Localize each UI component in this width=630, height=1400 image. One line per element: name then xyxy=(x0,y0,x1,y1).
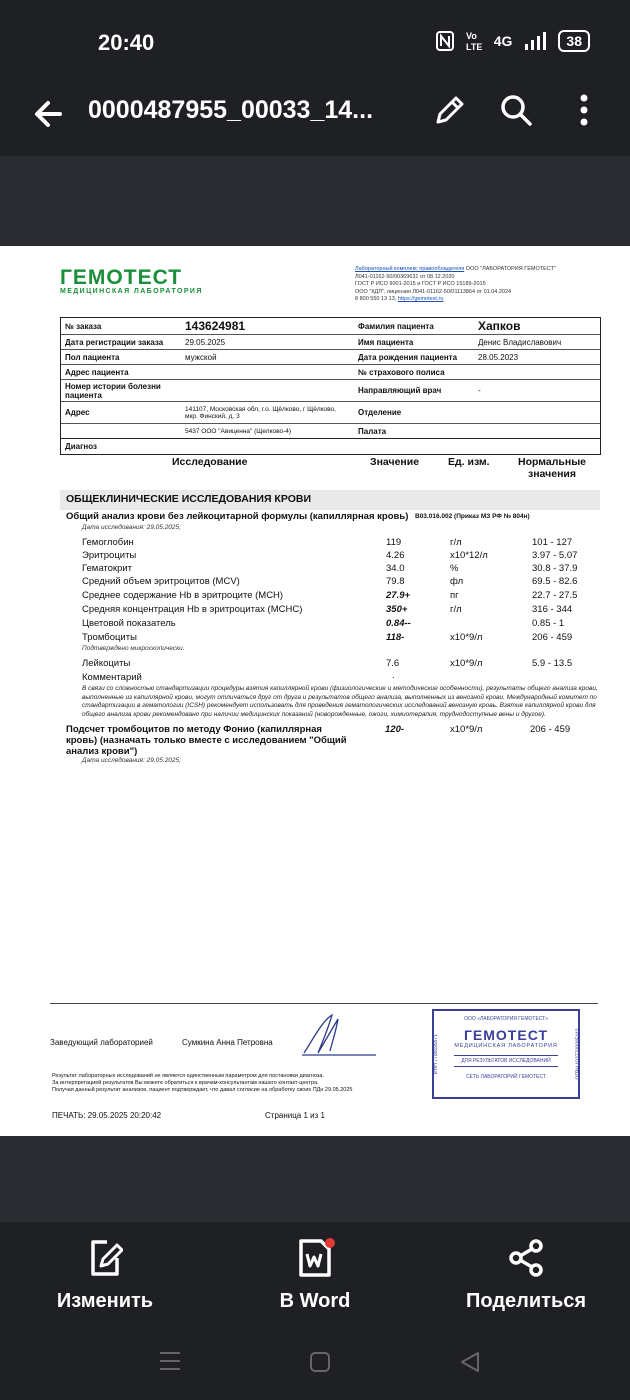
test2-title-1: Подсчет тромбоцитов по методу Фонио (капиллярная xyxy=(66,724,322,735)
result-norm: 206 - 459 xyxy=(532,632,573,643)
result-unit: пг xyxy=(450,590,459,601)
result-norm: 30.8 - 37.9 xyxy=(532,563,578,574)
footer-1: Результат лабораторных исследований не является единственным параметром для постановки диагноза. xyxy=(52,1073,324,1079)
result-value: 34.0 xyxy=(386,563,405,574)
more-vert-icon[interactable] xyxy=(566,92,602,128)
signature xyxy=(298,1011,378,1057)
test2-title-3: анализ крови") xyxy=(66,746,138,757)
result-norm: 69.5 - 82.6 xyxy=(532,576,578,587)
status-bar xyxy=(0,0,630,80)
battery-icon: 38 xyxy=(558,30,590,52)
edit-button[interactable]: Изменить xyxy=(55,1238,155,1313)
confirm-note: Подтверждено микроскопически. xyxy=(82,645,185,652)
result-norm: 101 - 127 xyxy=(532,537,573,548)
col-unit: Ед. изм. xyxy=(448,456,490,468)
signal-icon xyxy=(524,31,546,51)
result-value: 0.84-- xyxy=(386,618,411,629)
viewer-margin-bottom xyxy=(0,1136,630,1222)
head-label: Заведующий лабораторией xyxy=(50,1038,153,1047)
result-norm: 22.7 - 27.5 xyxy=(532,590,578,601)
app-bar xyxy=(0,80,630,156)
result-value: 79.8 xyxy=(386,576,405,587)
col-value: Значение xyxy=(370,456,420,468)
network-type: 4G xyxy=(493,33,513,49)
leuko-value: 7.6 xyxy=(386,658,400,669)
system-nav-bar xyxy=(0,1332,630,1400)
test2-value: 120- xyxy=(385,724,405,735)
result-value: 119 xyxy=(386,537,402,548)
result-value: 27.9+ xyxy=(386,590,411,601)
divider xyxy=(50,1003,598,1004)
test2-norm: 206 - 459 xyxy=(530,724,571,735)
share-button[interactable]: Поделиться xyxy=(466,1238,586,1313)
comment-note: В связи со сложностью стандартизации процедуры взятия капиллярной крови (физиологические и методические особенности), результаты общего анализа крови, выполненные из капиллярной крови, могут отличаться друг от друга и результатов общего анализа, выполненных из венозной крови. Международный комитет по стандартизации в гематологии (ICSH) рекомендует использовать для проведения гематологических исследований венозную кровь. Взятие капиллярной крови для общего анализа крови рекомендовано при наличии медицинских показаний (новорожденные, ожоги, химиотерапия, труднодоступные вены и другое). xyxy=(82,685,598,718)
result-norm: 3.97 - 5.07 xyxy=(532,550,578,561)
section-title: ОБЩЕКЛИНИЧЕСКИЕ ИССЛЕДОВАНИЯ КРОВИ xyxy=(60,490,600,510)
search-icon[interactable] xyxy=(498,92,534,128)
document-title: 0000487955_00033_14... xyxy=(88,96,374,124)
leuko-unit: х10*9/л xyxy=(450,658,483,669)
col-norm: Нормальные значения xyxy=(517,456,586,480)
viewer-margin-top xyxy=(0,156,630,246)
footer-3: Получая данный результат анализов, пациент подтверждает, что давал согласие на обработку своих ПДн 29.05.2025 xyxy=(52,1087,353,1093)
menu-icon[interactable] xyxy=(158,1350,182,1372)
to-word-button[interactable]: В Word xyxy=(265,1238,365,1313)
result-unit: % xyxy=(450,563,459,574)
result-name: Среднее содержание Hb в эритроците (MCH) xyxy=(82,590,284,601)
result-name: Эритроциты xyxy=(82,550,137,561)
website-link[interactable]: https://gemotest.ru xyxy=(397,296,444,302)
test1-code: B03.016.002 (Приказ МЗ РФ № 804н) xyxy=(415,513,530,520)
nfc-icon xyxy=(436,31,454,51)
gemotest-logo: ГЕМОТЕСТ МЕДИЦИНСКАЯ ЛАБОРАТОРИЯ xyxy=(60,266,203,295)
result-norm: 0.85 - 1 xyxy=(532,618,565,629)
svg-text:Vo: Vo xyxy=(465,31,477,41)
lab-info: Лабораторный комплекс правообладателя ООО "ЛАБОРАТОРИЯ ГЕМОТЕСТ" Л041-01162-50/00369631 от 08.12.2020 ГОСТ Р ИСО 9001-2015 и ГОСТ Р ИСО 15189-2015 ООО "КДЛ", лицензия Л041-01162-50/01113864 от 01.04.2024 8 800 550 13 13, https://gemotest.ru xyxy=(355,266,556,302)
edit-doc-icon xyxy=(87,1238,123,1278)
back-arrow-icon[interactable] xyxy=(30,94,70,134)
test1-title: Общий анализ крови без лейкоцитарной формулы (капиллярная кровь) xyxy=(66,511,409,522)
result-norm: 316 - 344 xyxy=(532,604,573,615)
leuko-name: Лейкоциты xyxy=(82,658,131,669)
result-unit: г/л xyxy=(450,604,462,615)
word-icon xyxy=(295,1238,335,1278)
bottom-action-bar xyxy=(0,1222,630,1332)
result-name: Гемоглобин xyxy=(82,537,134,548)
document-page[interactable] xyxy=(0,246,630,1136)
test2-title-2: кровь) (назначать только вместе с исследованием "Общий xyxy=(66,735,347,746)
status-time: 20:40 xyxy=(98,30,155,55)
share-icon xyxy=(506,1238,546,1278)
lab-stamp: ООО «ЛАБОРАТОРИЯ ГЕМОТЕСТ» ГЕМОТЕСТ МЕДИЦИНСКАЯ ЛАБОРАТОРИЯ ДЛЯ РЕЗУЛЬТАТОВ ИССЛЕДОВАНИЙ СЕТЬ ЛАБОРАТОРИЙ ГЕМОТЕСТ ИНН 7706695571 ОГРН 1027709005442 xyxy=(432,1009,580,1099)
result-unit: х10*12/л xyxy=(450,550,488,561)
lab-link[interactable]: Лабораторный комплекс правообладателя xyxy=(355,266,465,272)
result-unit: х10*9/л xyxy=(450,632,483,643)
result-name: Средний объем эритроцитов (MCV) xyxy=(82,576,240,587)
test2-date: Дата исследования: 29.05.2025; xyxy=(82,757,181,764)
comment-label: Комментарий xyxy=(82,672,142,683)
pencil-icon[interactable] xyxy=(432,92,468,128)
result-name: Средняя концентрация Hb в эритроцитах (MCHC) xyxy=(82,604,303,615)
page-number: Страница 1 из 1 xyxy=(265,1111,325,1120)
head-name: Сумкина Анна Петровна xyxy=(182,1038,273,1047)
home-icon[interactable] xyxy=(308,1350,332,1374)
leuko-norm: 5.9 - 13.5 xyxy=(532,658,573,669)
result-name: Тромбоциты xyxy=(82,632,137,643)
back-icon[interactable] xyxy=(458,1350,482,1374)
result-value: 350+ xyxy=(386,604,408,615)
result-name: Гематокрит xyxy=(82,563,133,574)
patient-info-table: № заказа 143624981 Фамилия пациента Хапков Дата регистрации заказа 29.05.2025 Имя пациента Денис Владиславович Пол пациента мужской Дата рождения пациента 28.05.2023 Адрес пациента № страхового полиса Номер истории болезни пациента Направляющий врач - Адрес 141107, Московская обл, г.о. Щёлково, г Щёлково, мкр. Финский, д. 3 Отделение 5437 ООО "Авиценна" (Щелково-4) Палата Диагноз xyxy=(60,317,601,455)
col-study: Исследование xyxy=(172,456,248,468)
test2-unit: х10*9/л xyxy=(450,724,483,735)
result-value: 118- xyxy=(386,632,405,643)
result-name: Цветовой показатель xyxy=(82,618,176,629)
result-value: 4.26 xyxy=(386,550,405,561)
svg-text:LTE: LTE xyxy=(465,42,482,52)
volte-icon xyxy=(466,30,482,52)
status-icons xyxy=(436,30,590,52)
footer-2: За интерпретацией результатов Вы можете обратиться к врачам-консультантам нашего контакт-центра. xyxy=(52,1080,319,1086)
result-unit: г/л xyxy=(450,537,462,548)
test1-date: Дата исследования: 29.05.2025; xyxy=(82,524,181,531)
comment-value: . xyxy=(392,670,395,681)
print-date: ПЕЧАТЬ: 29.05.2025 20:20:42 xyxy=(52,1111,162,1120)
result-unit: фл xyxy=(450,576,464,587)
